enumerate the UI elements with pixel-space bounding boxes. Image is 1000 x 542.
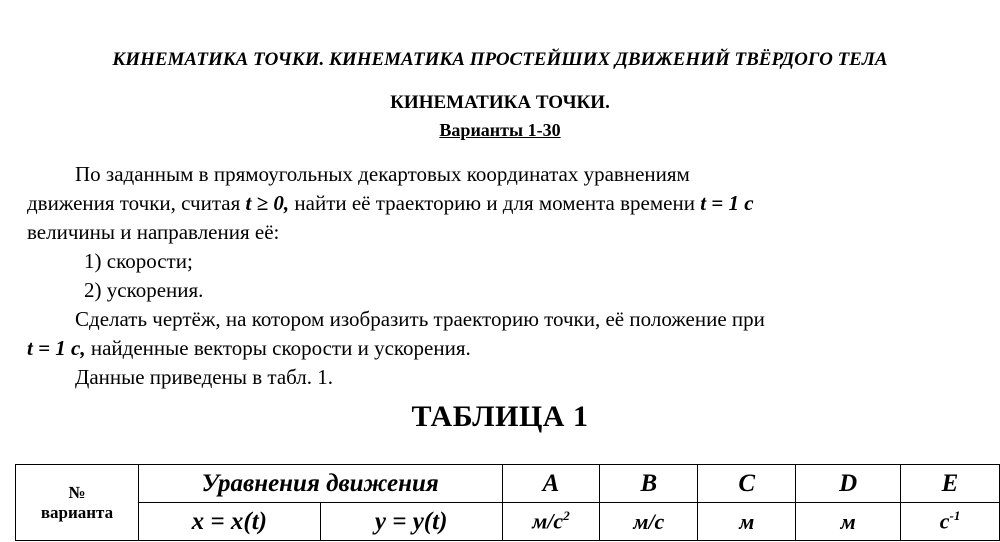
time-moment: t = 1 c bbox=[700, 191, 754, 215]
x-equation-header: x = x(t) bbox=[138, 503, 320, 541]
column-header-d: D bbox=[796, 465, 901, 503]
main-title: КИНЕМАТИКА ТОЧКИ. КИНЕМАТИКА ПРОСТЕЙШИХ ДВИЖЕНИЙ ТВЁРДОГО ТЕЛА bbox=[112, 49, 888, 70]
unit-c bbox=[698, 503, 796, 541]
column-header-a: A bbox=[502, 465, 600, 503]
time-condition: t ≥ 0, bbox=[245, 191, 290, 215]
time-moment: t = 1 c, bbox=[27, 336, 86, 360]
unit-b bbox=[600, 503, 698, 541]
task-line-3: величины и направления её: bbox=[27, 220, 280, 244]
list-item-acceleration: 2) ускорения. bbox=[84, 278, 204, 302]
task-line-2 bbox=[27, 189, 987, 218]
table-header-row bbox=[16, 465, 1000, 503]
variant-label: варианта bbox=[40, 502, 114, 522]
table-title: ТАБЛИЦА 1 bbox=[411, 400, 589, 433]
column-header-b: B bbox=[600, 465, 698, 503]
unit-text: м/с bbox=[633, 508, 665, 534]
section-title: КИНЕМАТИКА ТОЧКИ. bbox=[390, 92, 610, 113]
unit-text: м bbox=[739, 508, 755, 534]
unit-text: м/с bbox=[532, 508, 564, 534]
unit-text: с bbox=[939, 508, 950, 534]
equations-header: Уравнения движения bbox=[138, 465, 502, 503]
table-subheader-row bbox=[16, 503, 1000, 541]
task-text: найти её траекторию и для момента времени bbox=[289, 191, 701, 215]
unit-text: м bbox=[840, 508, 856, 534]
data-table bbox=[15, 464, 1000, 541]
variant-number-header bbox=[16, 465, 139, 541]
list-item-velocity: 1) скорости; bbox=[84, 249, 193, 273]
unit-a bbox=[502, 503, 600, 541]
task-paragraph bbox=[27, 160, 987, 392]
task-line-4: Сделать чертёж, на котором изобразить траекторию точки, её положение при bbox=[75, 307, 765, 331]
column-header-e: E bbox=[901, 465, 1000, 503]
task-text: найденные векторы скорости и ускорения. bbox=[85, 336, 471, 360]
task-line-5 bbox=[27, 334, 987, 363]
unit-d bbox=[796, 503, 901, 541]
variants-heading bbox=[0, 120, 1000, 141]
variants-label: Варианты 1-30 bbox=[439, 120, 561, 140]
unit-exponent: -1 bbox=[949, 508, 961, 524]
task-text: движения точки, считая bbox=[27, 191, 246, 215]
y-equation-header: y = y(t) bbox=[320, 503, 502, 541]
task-line-6: Данные приведены в табл. 1. bbox=[75, 365, 334, 389]
unit-exponent: 2 bbox=[563, 508, 570, 524]
unit-e bbox=[901, 503, 1000, 541]
number-sign: № bbox=[68, 482, 86, 502]
task-line-1: По заданным в прямоугольных декартовых координатах уравнениям bbox=[75, 162, 690, 186]
column-header-c: C bbox=[698, 465, 796, 503]
